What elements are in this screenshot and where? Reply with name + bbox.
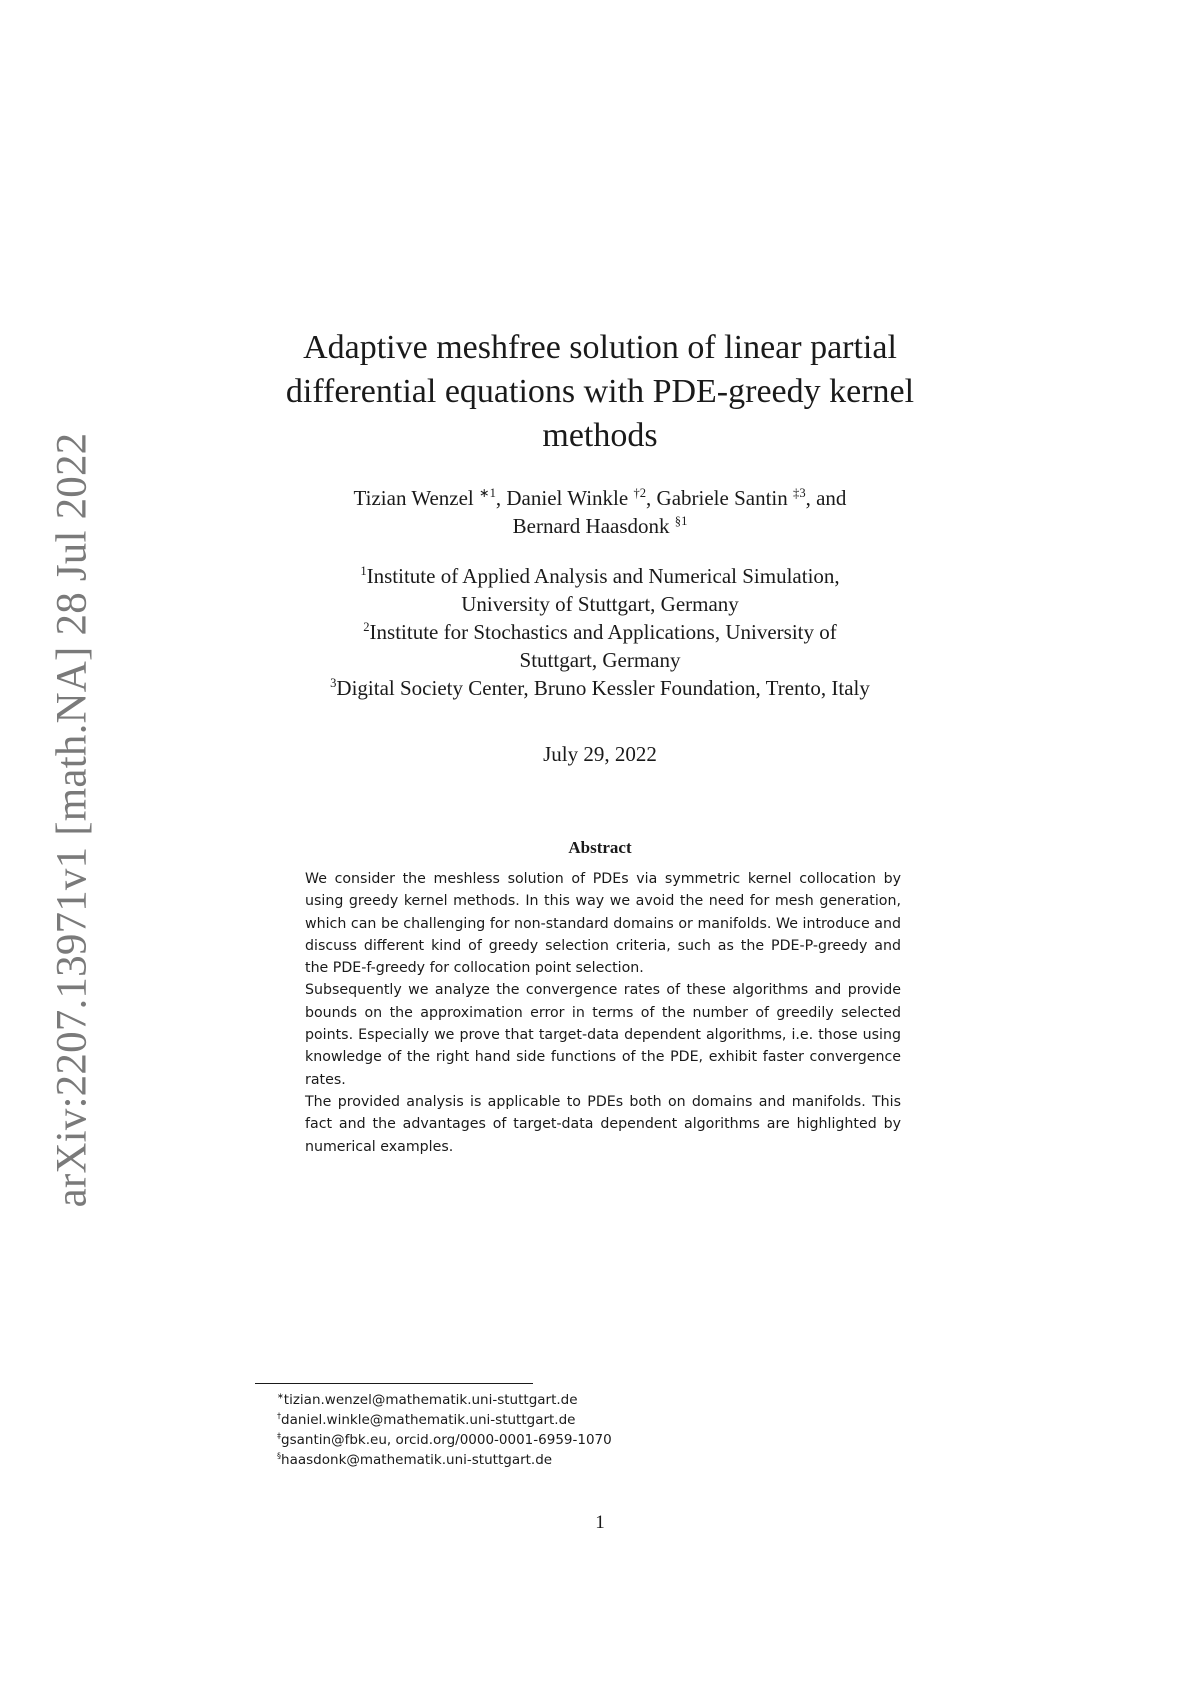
affiliation-3 bbox=[240, 674, 960, 702]
title-line: methods bbox=[542, 417, 658, 454]
separator: , bbox=[495, 486, 507, 510]
affiliation-text: Institute for Stochastics and Applications, University of bbox=[369, 620, 837, 644]
separator: , bbox=[646, 486, 657, 510]
author-name: Daniel Winkle bbox=[506, 486, 629, 510]
paper-date: July 29, 2022 bbox=[543, 742, 657, 766]
affiliation-1-cont: University of Stuttgart, Germany bbox=[461, 592, 739, 616]
footnote-email-link[interactable]: daniel.winkle@mathematik.uni-stuttgart.de bbox=[281, 1412, 576, 1428]
abstract-body bbox=[305, 868, 901, 1158]
author-line-1 bbox=[260, 484, 940, 512]
footnote-mark: § bbox=[277, 1450, 282, 1461]
footnote bbox=[277, 1410, 612, 1430]
author-name: Gabriele Santin bbox=[656, 486, 788, 510]
abstract-paragraph: Subsequently we analyze the convergence rates of these algorithms and provide bounds on the approximation error in terms of the number of greedily selected points. Especially we prove that target-data dependent algorithms, i.e. those using knowledge of the right hand side functions of the PDE, exhibit faster convergence rates. bbox=[305, 982, 901, 1088]
author-list bbox=[260, 484, 940, 540]
and-text: , and bbox=[805, 486, 847, 510]
title-line: differential equations with PDE-greedy kernel bbox=[285, 373, 915, 410]
author-mark: ‡3 bbox=[793, 486, 806, 500]
affiliation-mark: 1 bbox=[360, 564, 367, 578]
footnote-email-link[interactable]: gsantin@fbk.eu, orcid.org/0000-0001-6959-1070 bbox=[281, 1432, 612, 1448]
abstract-paragraph: The provided analysis is applicable to PDEs both on domains and manifolds. This fact and the advantages of target-data dependent algorithms are highlighted by numerical examples. bbox=[305, 1093, 901, 1155]
affiliation-text: Institute of Applied Analysis and Numerical Simulation, bbox=[366, 564, 840, 588]
abstract-paragraph: We consider the meshless solution of PDEs via symmetric kernel collocation by using greedy kernel methods. In this way we avoid the need for mesh generation, which can be challenging for non-standard domains or manifolds. We introduce and discuss different kind of greedy selection criteria, such as the PDE-P-greedy and the PDE-f-greedy for collocation point selection. bbox=[305, 871, 901, 977]
footnote-mark: ∗ bbox=[277, 1390, 284, 1401]
footnote-mark: † bbox=[277, 1410, 282, 1421]
footnote-mark: ‡ bbox=[277, 1430, 282, 1441]
title-line: Adaptive meshfree solution of linear partial bbox=[303, 329, 897, 366]
affiliation-2-cont: Stuttgart, Germany bbox=[519, 648, 681, 672]
footnote-email-link[interactable]: tizian.wenzel@mathematik.uni-stuttgart.de bbox=[283, 1392, 578, 1408]
footnote-email-link[interactable]: haasdonk@mathematik.uni-stuttgart.de bbox=[281, 1452, 553, 1468]
affiliation-mark: 2 bbox=[363, 620, 370, 634]
abstract-heading: Abstract bbox=[568, 838, 632, 857]
footnote bbox=[277, 1450, 612, 1470]
footnote-list bbox=[277, 1390, 612, 1470]
affiliation-mark: 3 bbox=[330, 676, 337, 690]
affiliation-2 bbox=[240, 618, 960, 646]
author-mark: †2 bbox=[633, 486, 647, 500]
paper-title bbox=[260, 326, 940, 458]
arxiv-stamp: arXiv:2207.13971v1 [math.NA] 28 Jul 2022 bbox=[48, 432, 96, 1208]
author-name: Tizian Wenzel bbox=[353, 486, 474, 510]
affiliation-text: Digital Society Center, Bruno Kessler Foundation, Trento, Italy bbox=[336, 676, 870, 700]
footnote-divider bbox=[255, 1383, 533, 1384]
affiliation-list bbox=[240, 562, 960, 702]
page-number: 1 bbox=[595, 1512, 605, 1533]
footnote bbox=[277, 1430, 612, 1450]
author-line-2 bbox=[260, 512, 940, 540]
author-mark: ∗1 bbox=[479, 486, 496, 500]
author-name: Bernard Haasdonk bbox=[512, 514, 670, 538]
author-mark: §1 bbox=[674, 514, 688, 528]
affiliation-1 bbox=[240, 562, 960, 590]
footnote bbox=[277, 1390, 612, 1410]
